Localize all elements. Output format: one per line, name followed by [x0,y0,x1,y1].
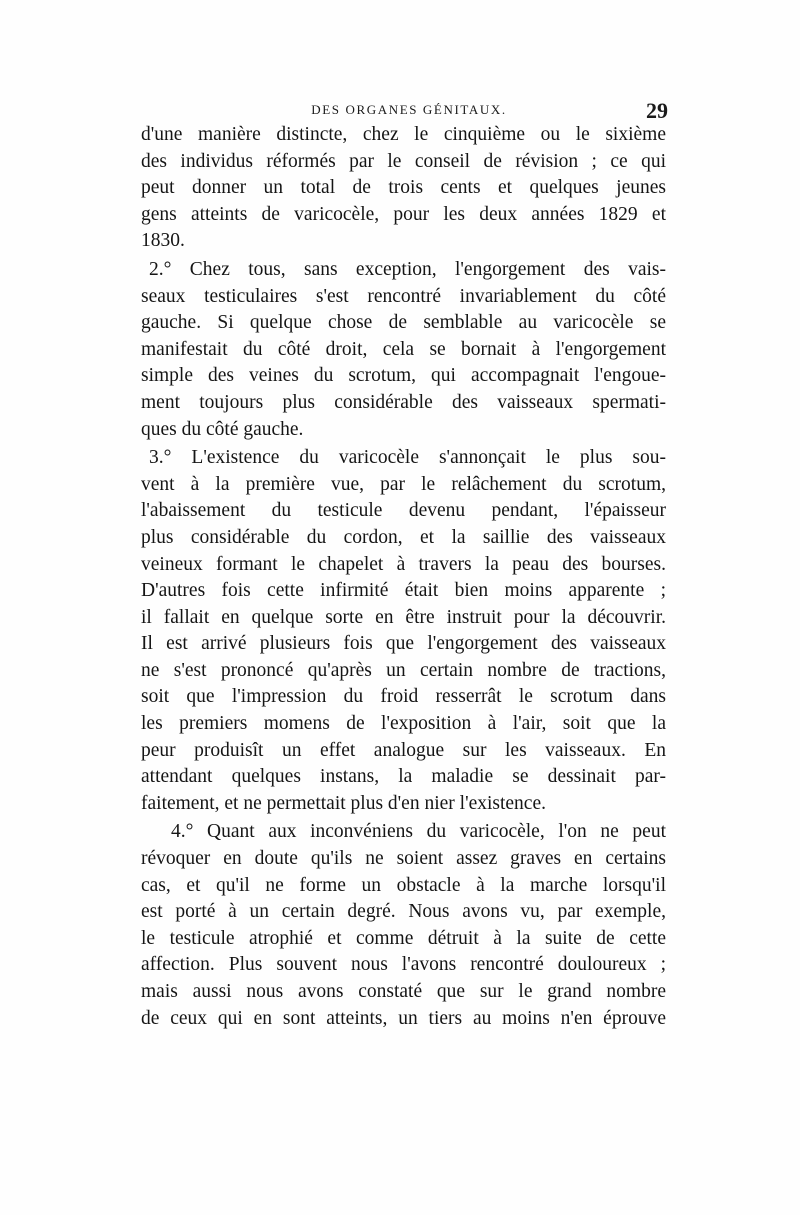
running-head: DES ORGANES GÉNITAUX. [311,102,507,117]
text-line: révoquer en doute qu'ils ne soient assez graves en certains [141,848,666,870]
text-line: attendant quelques instans, la maladie se dessinait par- [141,766,666,788]
page-header [144,100,674,124]
paragraph-4 [141,819,666,1032]
text-line: veineux formant le chapelet à travers la peau des bourses. [141,553,666,575]
text-line: faitement, et ne permettait plus d'en nier l'existence. [141,792,546,814]
text-line: 1830. [141,230,185,252]
text-line: plus considérable du cordon, et la saillie des vaisseaux [141,526,666,548]
text-line: simple des veines du scrotum, qui accompagnait l'engoue- [141,365,666,387]
text-line: soit que l'impression du froid resserrât le scrotum dans [141,686,666,708]
text-line: l'abaissement du testicule devenu pendant, l'épaisseur [141,500,666,522]
text-line: il fallait en quelque sorte en être instruit pour la découvrir. [141,606,666,628]
text-line: seaux testiculaires s'est rencontré invariablement du côté [141,285,666,307]
text-line: cas, et qu'il ne forme un obstacle à la marche lorsqu'il [141,874,666,896]
text-line: 4.° Quant aux inconvéniens du varicocèle, l'on ne peut [171,821,666,843]
text-line: vent à la première vue, par le relâchement du scrotum, [141,473,666,495]
paragraph-2 [141,257,666,443]
text-line: gens atteints de varicocèle, pour les deux années 1829 et [141,203,666,225]
text-line: est porté à un certain degré. Nous avons vu, par exemple, [141,901,666,923]
text-line: gauche. Si quelque chose de semblable au varicocèle se [141,312,666,334]
text-line: ques du côté gauche. [141,418,304,440]
text-line: des individus réformés par le conseil de révision ; ce qui [141,150,666,172]
text-line: de ceux qui en sont atteints, un tiers au moins n'en éprouve [141,1007,666,1029]
paragraph-3 [141,445,666,817]
paragraph-1 [141,122,666,255]
text-line: manifestait du côté droit, cela se bornait à l'engorgement [141,338,666,360]
text-line: les premiers momens de l'exposition à l'air, soit que la [141,713,666,735]
text-line: Il est arrivé plusieurs fois que l'engorgement des vaisseaux [141,633,666,655]
text-line: 2.° Chez tous, sans exception, l'engorgement des vais- [149,258,666,280]
text-line: 3.° L'existence du varicocèle s'annonçait le plus sou- [149,447,666,469]
text-line: peur produisît un effet analogue sur les vaisseaux. En [141,739,666,761]
text-line: ne s'est prononcé qu'après un certain nombre de tractions, [141,659,666,681]
text-line: le testicule atrophié et comme détruit à la suite de cette [141,927,666,949]
body-text [141,122,666,1032]
text-line: affection. Plus souvent nous l'avons rencontré douloureux ; [141,954,666,976]
text-line: ment toujours plus considérable des vaisseaux spermati- [141,391,666,413]
text-line: peut donner un total de trois cents et quelques jeunes [141,177,666,199]
text-line: mais aussi nous avons constaté que sur le grand nombre [141,981,666,1002]
text-line: D'autres fois cette infirmité était bien moins apparente ; [141,580,666,602]
page-number: 29 [646,98,668,123]
text-line: d'une manière distincte, chez le cinquième ou le sixième [141,124,666,145]
